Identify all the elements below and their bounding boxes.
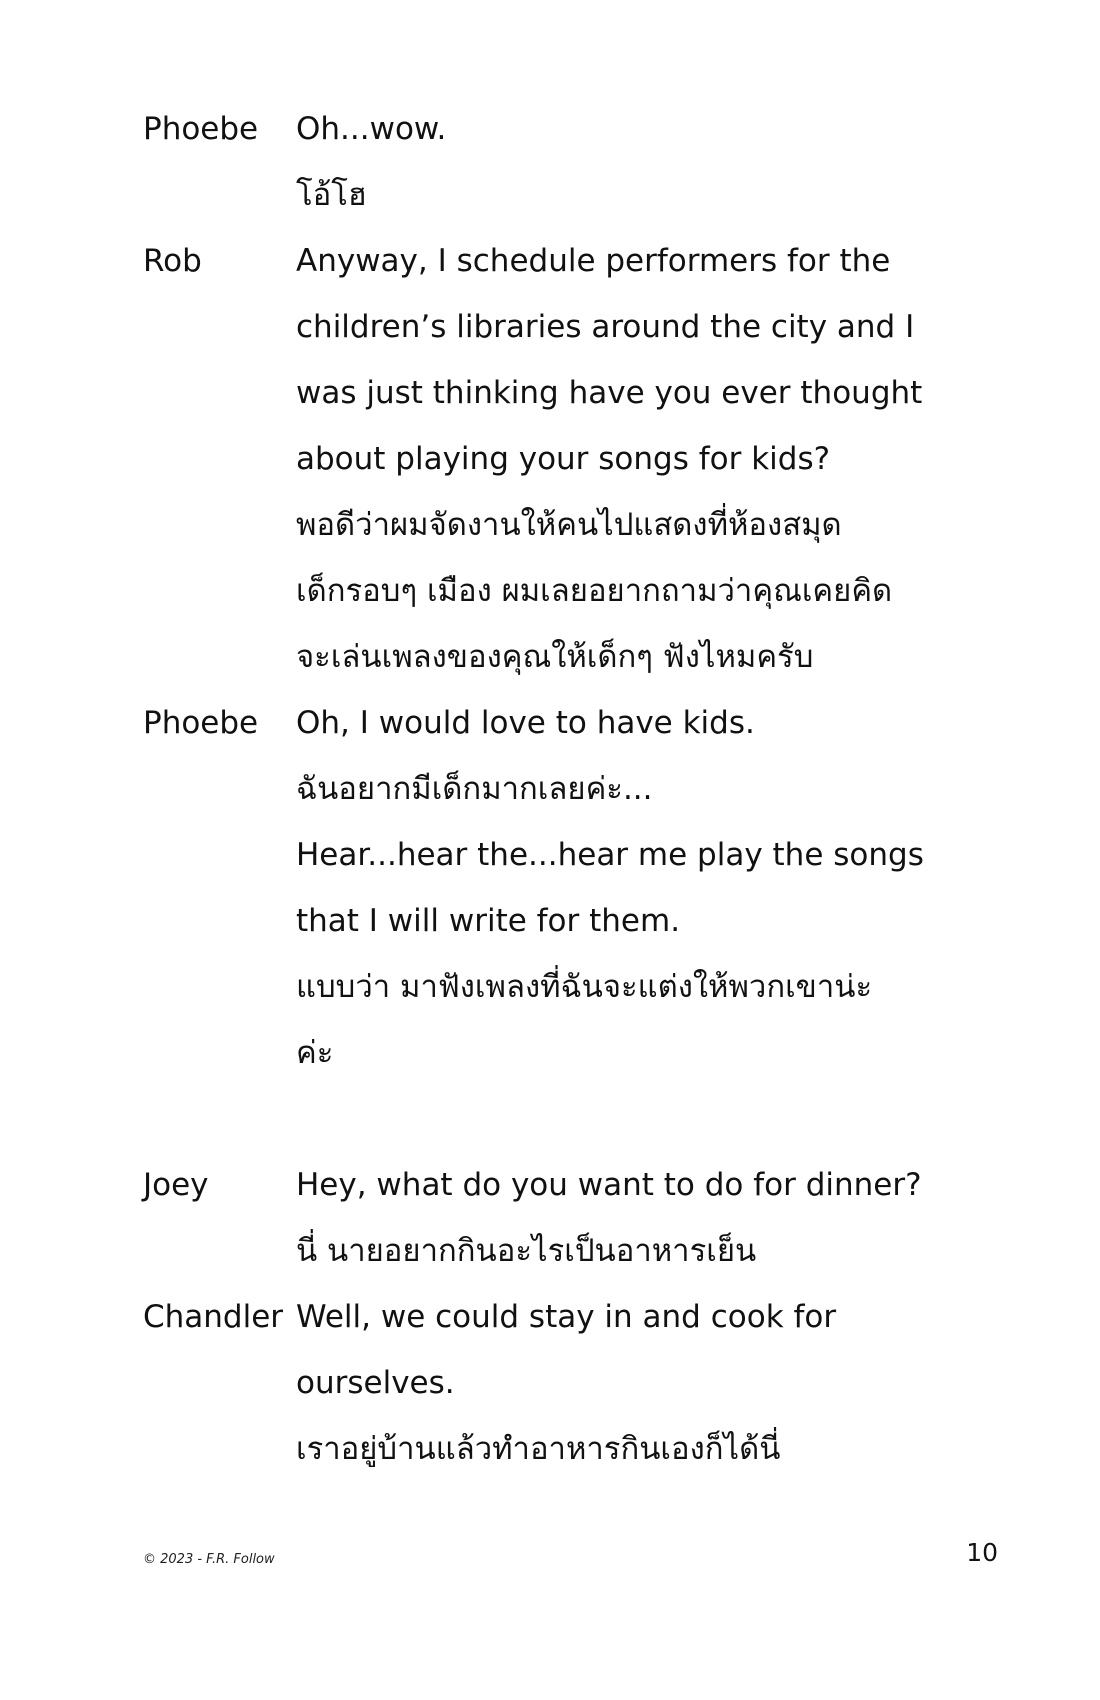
speaker-name xyxy=(143,756,296,822)
dialogue-line xyxy=(143,360,1003,426)
dialogue-line xyxy=(143,558,1003,624)
dialogue-line xyxy=(143,426,1003,492)
dialogue-line xyxy=(143,228,1003,294)
dialogue-text: เราอยู่บ้านแล้วทำอาหารกินเองก็ได้นี่ xyxy=(296,1431,781,1467)
dialogue-line xyxy=(143,162,1003,228)
speaker-name xyxy=(143,1416,296,1482)
dialogue-text: แบบว่า มาฟังเพลงที่ฉันจะแต่งให้พวกเขาน่ะ xyxy=(296,969,873,1005)
dialogue-text: about playing your songs for kids? xyxy=(296,441,831,477)
dialogue-text: Hey, what do you want to do for dinner? xyxy=(296,1167,922,1203)
speaker-name xyxy=(143,822,296,888)
dialogue-text: that I will write for them. xyxy=(296,903,681,939)
dialogue-line xyxy=(143,888,1003,954)
dialogue-line xyxy=(143,96,1003,162)
dialogue-text: เด็กรอบๆ เมือง ผมเลยอยากถามว่าคุณเคยคิด xyxy=(296,573,893,609)
speaker-name: Rob xyxy=(143,243,202,279)
dialogue-text: Hear...hear the...hear me play the songs xyxy=(296,837,924,873)
speaker-name xyxy=(143,426,296,492)
speaker-name xyxy=(143,360,296,426)
dialogue-text: จะเล่นเพลงของคุณให้เด็กๆ ฟังไหมครับ xyxy=(296,639,814,675)
speaker-name: Phoebe xyxy=(143,111,259,147)
dialogue-line xyxy=(143,690,1003,756)
speaker-name xyxy=(143,1020,296,1086)
dialogue-line xyxy=(143,756,1003,822)
dialogue-line xyxy=(143,1152,1003,1218)
speaker-name xyxy=(143,624,296,690)
dialogue-text: Oh, I would love to have kids. xyxy=(296,705,755,741)
dialogue-text: children’s libraries around the city and I xyxy=(296,309,915,345)
dialogue-text: Well, we could stay in and cook for xyxy=(296,1299,837,1335)
speaker-name xyxy=(143,294,296,360)
dialogue-text: Anyway, I schedule performers for the xyxy=(296,243,891,279)
dialogue-line xyxy=(143,1416,1003,1482)
dialogue-line xyxy=(143,954,1003,1020)
dialogue-text: ค่ะ xyxy=(296,1035,334,1071)
speaker-name xyxy=(143,954,296,1020)
dialogue-line xyxy=(143,624,1003,690)
speaker-name xyxy=(143,558,296,624)
dialogue-line xyxy=(143,1284,1003,1350)
page-number: 10 xyxy=(966,1538,998,1567)
dialogue-text: โอ้โฮ xyxy=(296,177,367,213)
speaker-name: Joey xyxy=(143,1167,209,1203)
scene-break xyxy=(143,1086,1003,1152)
speaker-name xyxy=(143,162,296,228)
dialogue-text: นี่ นายอยากกินอะไรเป็นอาหารเย็น xyxy=(296,1233,757,1269)
dialogue-line xyxy=(143,1020,1003,1086)
dialogue-line xyxy=(143,1218,1003,1284)
dialogue-text: ฉันอยากมีเด็กมากเลยค่ะ... xyxy=(296,771,653,807)
speaker-name xyxy=(143,888,296,954)
dialogue-text: Oh...wow. xyxy=(296,111,447,147)
copyright-footer: © 2023 - F.R. Follow xyxy=(143,1552,275,1567)
dialogue-text: พอดีว่าผมจัดงานให้คนไปแสดงที่ห้องสมุด xyxy=(296,507,842,543)
speaker-name: Chandler xyxy=(143,1299,284,1335)
dialogue-line xyxy=(143,822,1003,888)
speaker-name xyxy=(143,492,296,558)
speaker-name xyxy=(143,1350,296,1416)
dialogue-line xyxy=(143,492,1003,558)
script-dialogue xyxy=(143,96,1003,1482)
speaker-name: Phoebe xyxy=(143,705,259,741)
dialogue-text: was just thinking have you ever thought xyxy=(296,375,923,411)
dialogue-line xyxy=(143,1350,1003,1416)
speaker-name xyxy=(143,1218,296,1284)
dialogue-line xyxy=(143,294,1003,360)
dialogue-text: ourselves. xyxy=(296,1365,455,1401)
